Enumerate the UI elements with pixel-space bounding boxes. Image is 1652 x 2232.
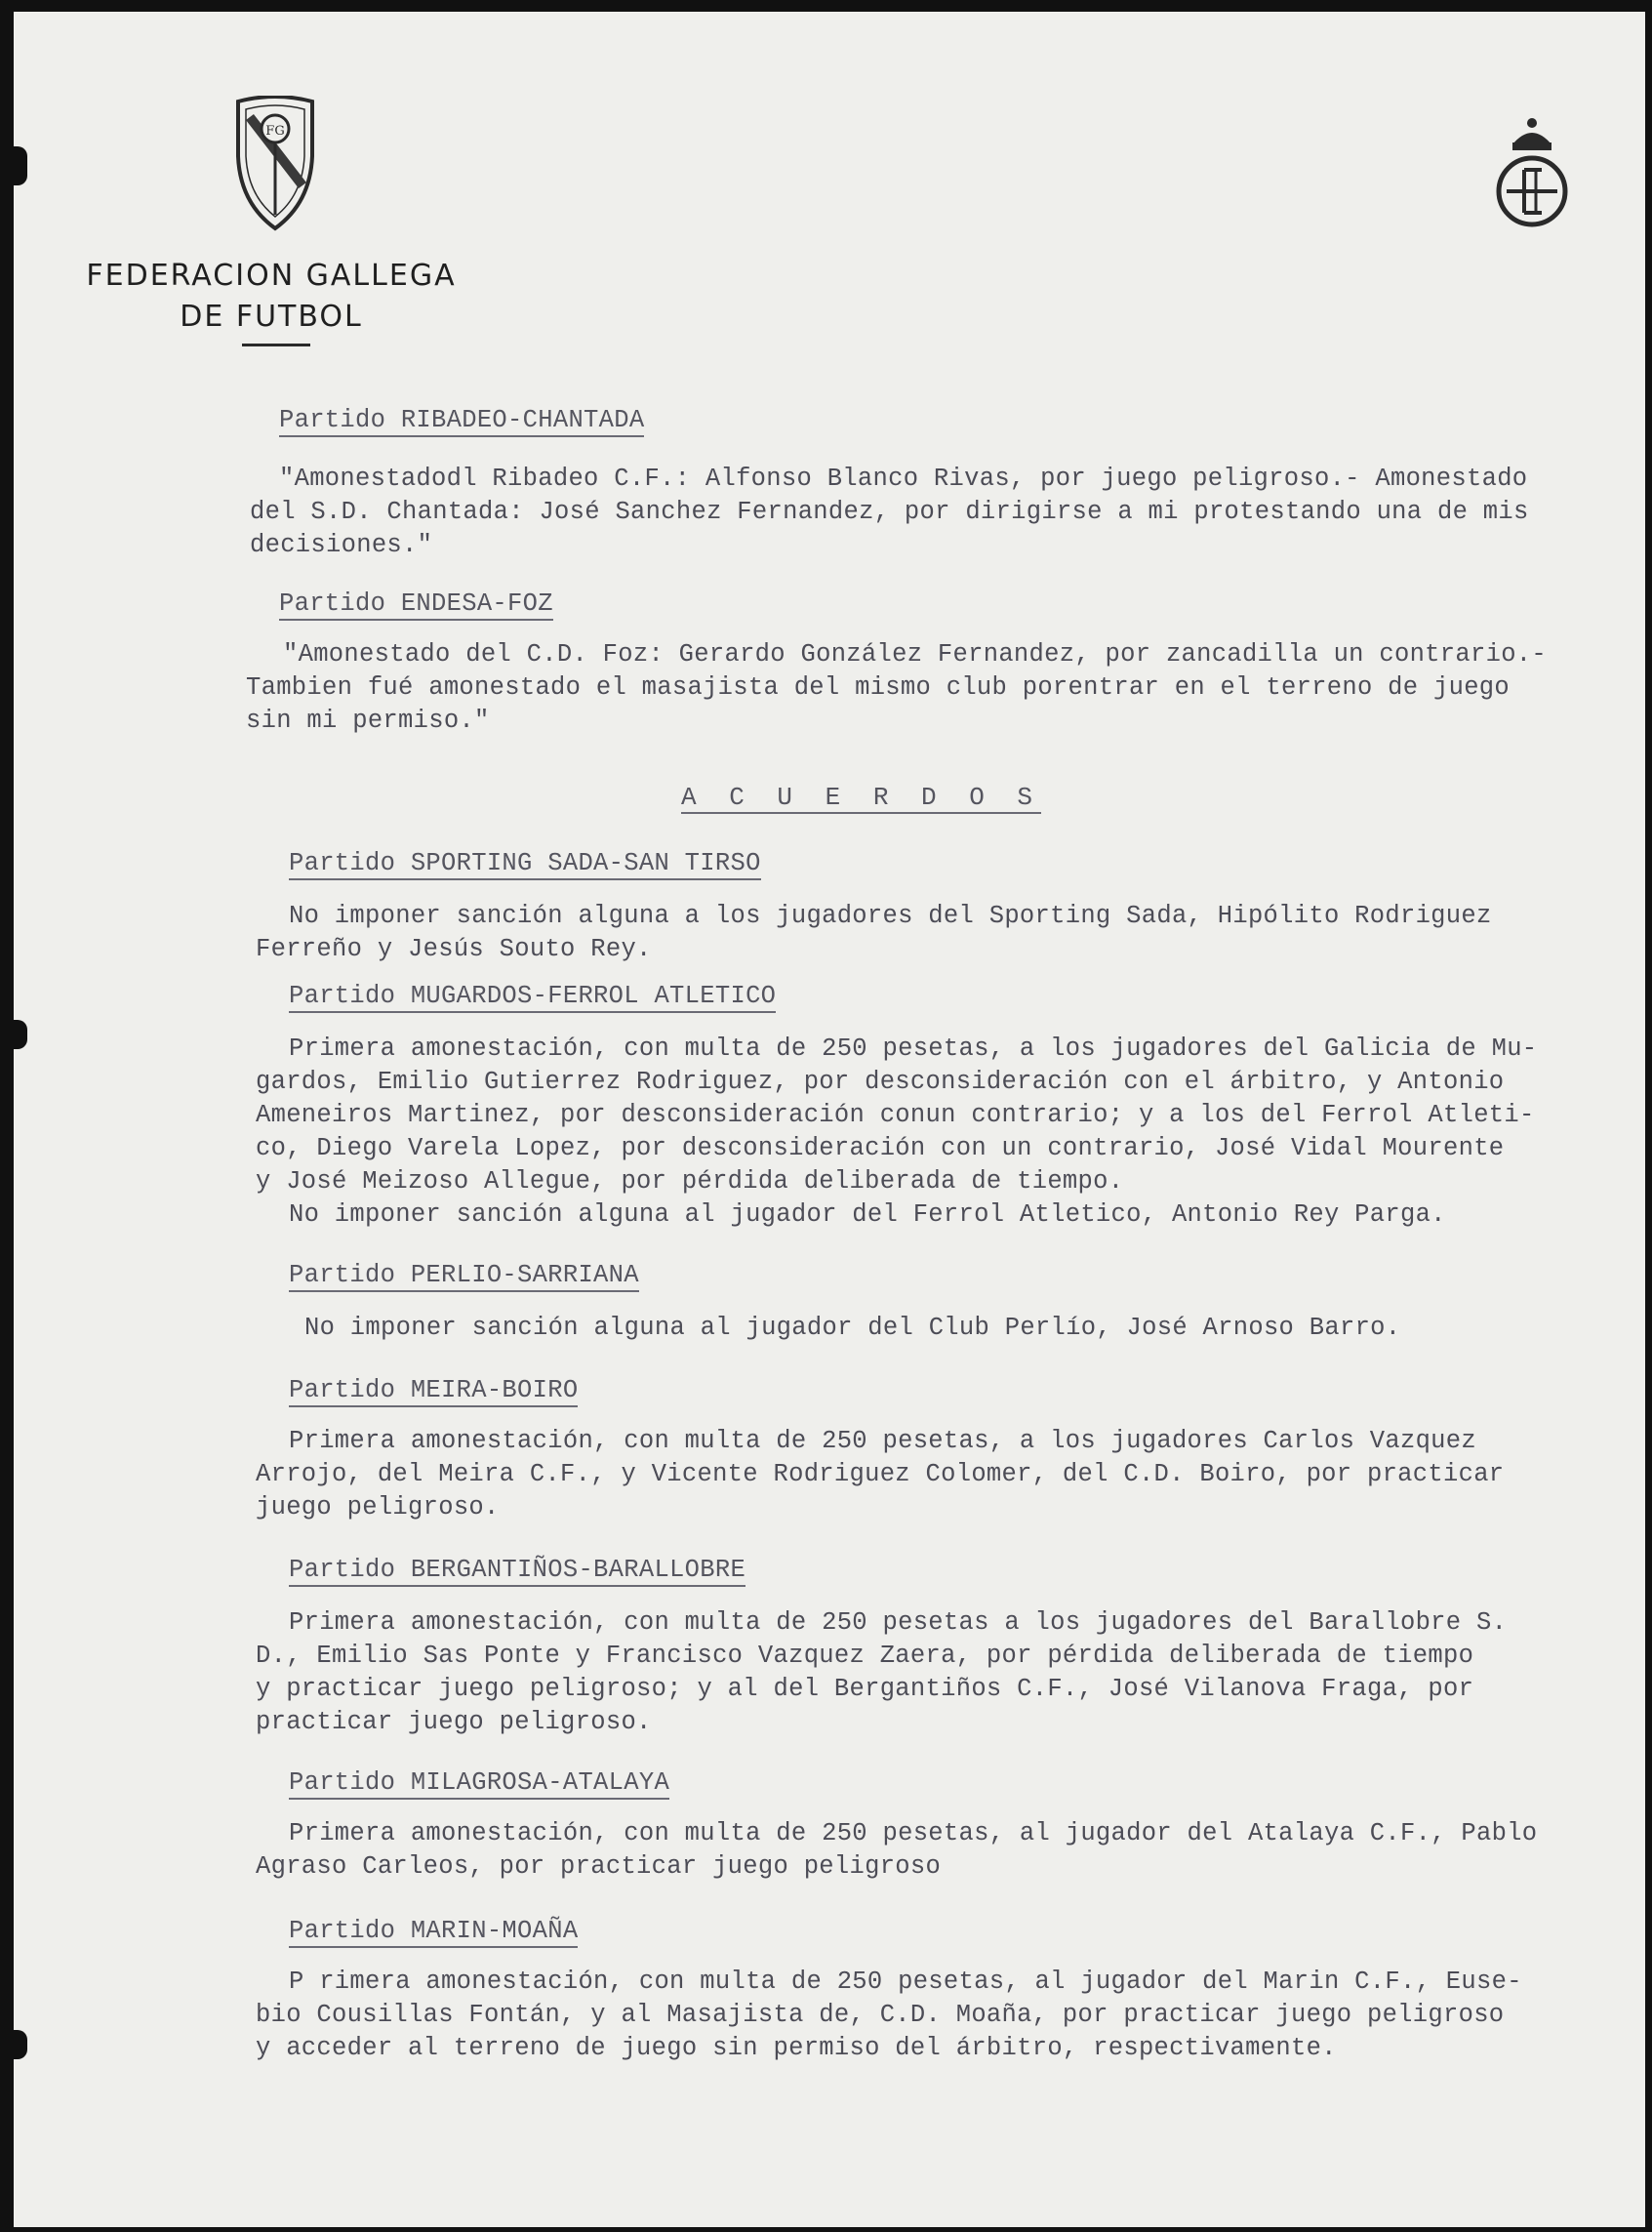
text-line: Primera amonestación, con multa de 250 pesetas, al jugador del Atalaya C.F., Pablo [289,1819,1538,1847]
match-heading-perlio-sarriana: Partido PERLIO-SARRIANA [289,1261,639,1292]
federacion-gallega-shield-logo [232,96,318,232]
match-heading-marin-moana: Partido MARIN-MOAÑA [289,1917,578,1948]
match-heading-bergantinos-barallobre: Partido BERGANTIÑOS-BARALLOBRE [289,1556,745,1587]
text-line: co, Diego Varela Lopez, por desconsideración con un contrario, José Vidal Mourente [256,1134,1505,1162]
rfef-crown-emblem [1491,115,1573,230]
text-line: Tambien fué amonestado el masajista del mismo club porentrar en el terreno de juego [246,673,1511,702]
text-line: Primera amonestación, con multa de 250 pesetas, a los jugadores del Galicia de Mu- [289,1035,1538,1063]
text-line: Ameneiros Martinez, por desconsideración conun contrario; y a los del Ferrol Atleti- [256,1101,1535,1129]
match-heading-milagrosa-atalaya: Partido MILAGROSA-ATALAYA [289,1768,669,1800]
text-line: "Amonestadodl Ribadeo C.F.: Alfonso Blanco Rivas, por juego peligroso.- Amonestado [279,465,1528,493]
text-line: "Amonestado del C.D. Foz: Gerardo González Fernandez, por zancadilla un contrario.- [283,640,1548,669]
text-line: P rimera amonestación, con multa de 250 pesetas, al jugador del Marin C.F., Euse- [289,1968,1522,1996]
text-line: Ferreño y Jesús Souto Rey. [256,935,652,963]
agreement-paragraph [256,1606,1508,1739]
agreement-paragraph [256,1425,1505,1524]
text-line: sin mi permiso." [246,707,490,735]
agreement-paragraph [304,1312,1400,1345]
report-paragraph [246,638,1548,738]
agreement-paragraph [256,1966,1522,2065]
text-line: del S.D. Chantada: José Sanchez Fernandez, por dirigirse a mi protestando una de mis [250,498,1529,526]
match-heading-mugardos-ferrol-atletico: Partido MUGARDOS-FERROL ATLETICO [289,982,776,1013]
text-line: D., Emilio Sas Ponte y Francisco Vazquez Zaera, por pérdida deliberada de tiempo [256,1642,1474,1670]
text-line: No imponer sanción alguna a los jugadores del Sporting Sada, Hipólito Rodriguez [289,902,1492,930]
federation-name [66,256,476,338]
acuerdos-title: A C U E R D O S [681,783,1042,812]
match-heading-ribadeo-chantada: Partido RIBADEO-CHANTADA [279,406,644,437]
text-line: Primera amonestación, con multa de 250 pesetas a los jugadores del Barallobre S. [289,1608,1508,1637]
match-heading-endesa-foz: Partido ENDESA-FOZ [279,589,553,621]
header-rule [242,344,310,346]
paper-edge-tear [14,2030,27,2059]
text-line: Agraso Carleos, por practicar juego peligroso [256,1852,942,1881]
text-line: y practicar juego peligroso; y al del Bergantiños C.F., José Vilanova Fraga, por [256,1675,1474,1703]
text-line: bio Cousillas Fontán, y al Masajista de, C.D. Moaña, por practicar juego peligroso [256,2001,1505,2029]
federation-name-line2: DE FUTBOL [180,300,363,334]
text-line: y José Meizoso Allegue, por pérdida deliberada de tiempo. [256,1167,1124,1196]
text-line: practicar juego peligroso. [256,1708,652,1736]
match-heading-meira-boiro: Partido MEIRA-BOIRO [289,1376,578,1407]
agreement-paragraph [256,900,1492,966]
paper-edge-tear [14,146,27,185]
text-line: Primera amonestación, con multa de 250 pesetas, a los jugadores Carlos Vazquez [289,1427,1476,1455]
agreement-paragraph [256,1033,1538,1232]
federation-name-line1: FEDERACION GALLEGA [86,259,457,293]
paper-edge-tear [14,1020,27,1049]
match-heading-sporting-sada-san-tirso: Partido SPORTING SADA-SAN TIRSO [289,849,761,880]
text-line: gardos, Emilio Gutierrez Rodriguez, por desconsideración con el árbitro, y Antonio [256,1068,1505,1096]
svg-text:FG: FG [265,124,285,139]
text-line: No imponer sanción alguna al jugador del Ferrol Atletico, Antonio Rey Parga. [289,1200,1446,1229]
text-line: y acceder al terreno de juego sin permiso del árbitro, respectivamente. [256,2034,1337,2062]
text-line: decisiones." [250,531,433,559]
text-line: No imponer sanción alguna al jugador del Club Perlío, José Arnoso Barro. [304,1314,1401,1342]
text-line: juego peligroso. [256,1493,500,1522]
agreement-paragraph [256,1817,1538,1884]
report-paragraph [250,463,1529,562]
text-line: Arrojo, del Meira C.F., y Vicente Rodriguez Colomer, del C.D. Boiro, por practicar [256,1460,1505,1488]
